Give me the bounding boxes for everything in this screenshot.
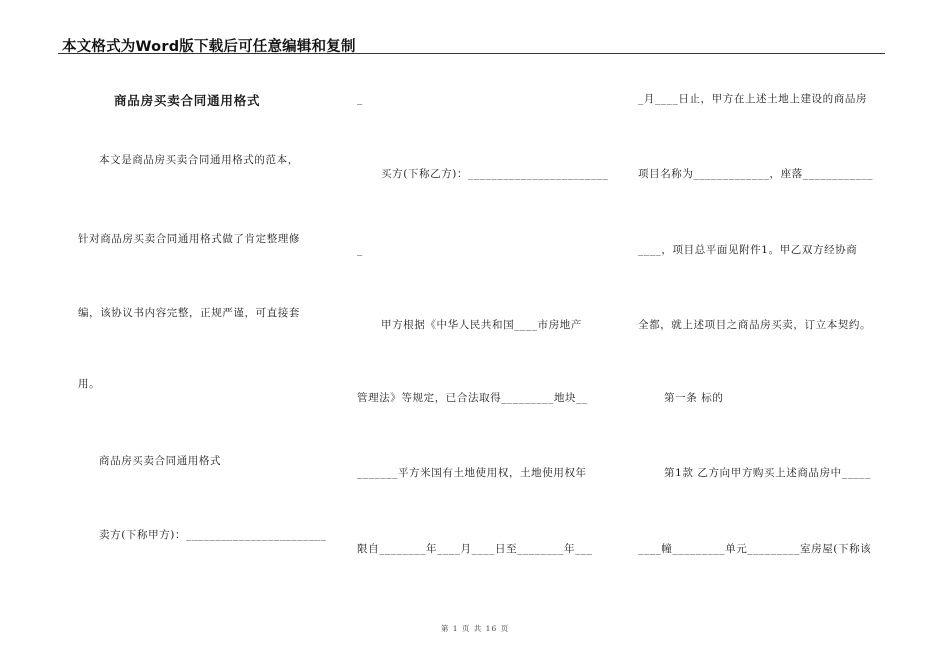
paragraph-line: 针对商品房买卖合同通用格式做了肯定整理修 (78, 233, 300, 245)
text-column-1 (78, 0, 328, 672)
paragraph-line: 商品房买卖合同通用格式 (99, 455, 222, 467)
text-column-3 (638, 0, 888, 672)
paragraph-line: ____，项目总平面见附件1。甲乙双方经协商 (638, 244, 858, 256)
page-number: 第 1 页 共 16 页 (440, 624, 510, 633)
paragraph-line: ____幢_________单元_________室房屋(下称该 (638, 543, 872, 555)
paragraph-line: 卖方(下称甲方)：________________________ (99, 529, 327, 541)
paragraph-line: 项目名称为_____________，座落____________ (638, 168, 874, 180)
paragraph-line: 编，该协议书内容完整，正规严谨，可直接套 (78, 307, 300, 319)
paragraph-line: _ (357, 244, 363, 256)
paragraph-line: _月____日止，甲方在上述土地上建设的商品房 (638, 93, 868, 105)
section-heading: 第一条 标的 (664, 392, 724, 404)
paragraph-line: 限自________年____月____日至________年___ (357, 543, 593, 555)
paragraph-line: 管理法》等规定，已合法取得_________地块__ (357, 392, 588, 404)
paragraph-line: 本文是商品房买卖合同通用格式的范本， (99, 154, 299, 166)
paragraph-line: 甲方根据《中华人民共和国____市房地产 (381, 319, 582, 331)
paragraph-line: _ (357, 93, 363, 105)
paragraph-line: 全都，就上述项目之商品房买卖，订立本契约。 (638, 319, 872, 331)
page-header: 本文格式为Word版下载后可任意编辑和复制 (62, 39, 356, 55)
paragraph-line: 第1款 乙方向甲方购买上述商品房中_____ (664, 467, 871, 479)
paragraph-line: 买方(下称乙方)：________________________ (381, 168, 609, 180)
document-title: 商品房买卖合同通用格式 (114, 93, 261, 108)
paragraph-line: _______平方米国有土地使用权，土地使用权年 (357, 467, 587, 479)
paragraph-line: 用。 (78, 378, 101, 390)
text-column-2 (357, 0, 607, 672)
